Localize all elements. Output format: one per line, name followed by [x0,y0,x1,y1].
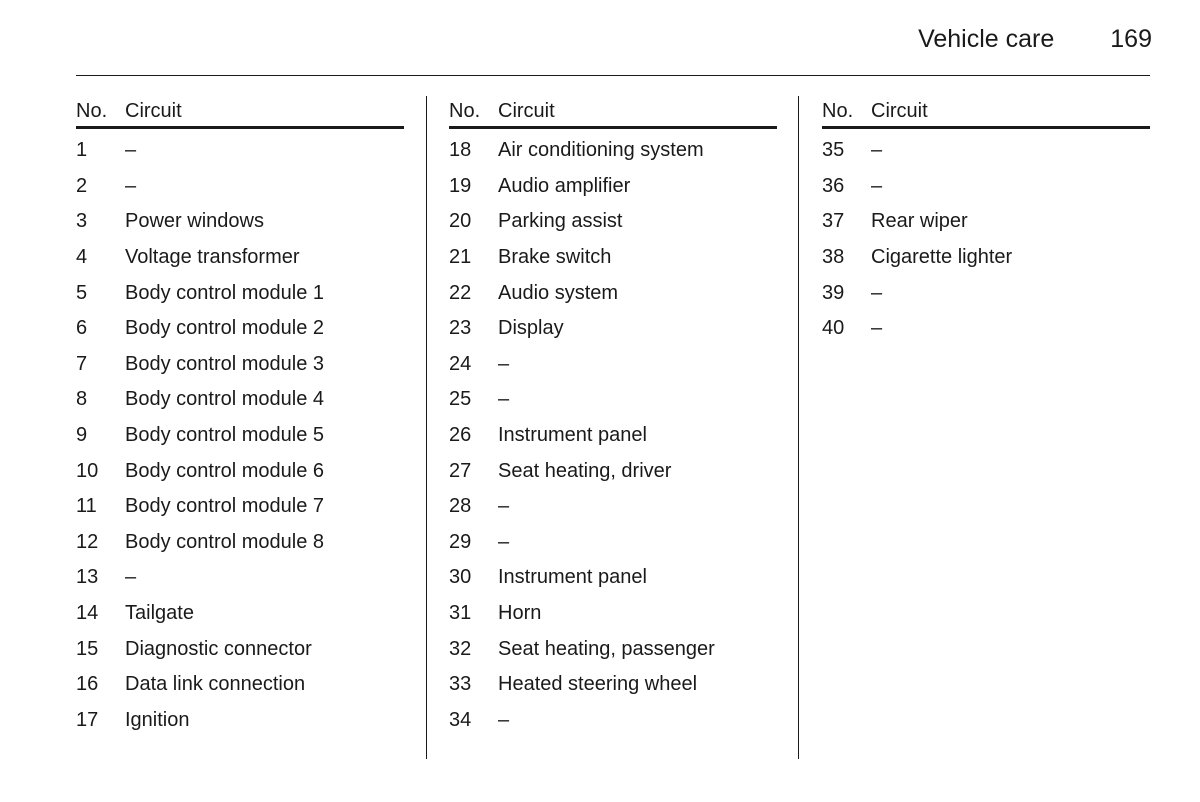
fuse-number: 31 [449,602,472,625]
circuit-name: Power windows [125,210,264,233]
table-row [76,631,404,667]
table-row [449,169,777,205]
fuse-number: 17 [76,708,99,731]
fuse-number: 12 [76,530,99,553]
table-row [449,631,777,667]
circuit-name: Body control module 2 [125,317,325,340]
fuse-number: 29 [449,530,472,553]
table-header [76,96,404,129]
circuit-name: Body control module 3 [125,352,325,375]
circuit-name: Audio system [498,281,619,304]
table-row [76,667,404,703]
table-row [76,382,404,418]
table-row [822,311,1150,347]
circuit-name: Instrument panel [498,566,647,589]
fuse-number: 25 [449,388,472,411]
circuit-name: Parking assist [498,210,623,233]
fuse-number: 28 [449,495,472,518]
fuse-number: 2 [76,174,88,197]
circuit-name: – [498,530,510,553]
fuse-number: 24 [449,352,472,375]
header-divider [76,75,1150,76]
fuse-number: 7 [76,352,88,375]
table-row [76,204,404,240]
column-divider [426,96,427,759]
circuit-name: Body control module 5 [125,424,325,447]
circuit-column-header: Circuit [125,99,182,122]
fuse-number: 1 [76,139,88,162]
table-row [449,667,777,703]
circuit-name: Ignition [125,708,190,731]
circuit-column-header: Circuit [498,99,555,122]
circuit-name: – [871,317,883,340]
table-row [822,204,1150,240]
table-row [822,275,1150,311]
circuit-name: Data link connection [125,673,306,696]
page-header [918,24,1152,54]
fuse-number: 8 [76,388,88,411]
circuit-name: Seat heating, passenger [498,637,715,660]
table-row [76,489,404,525]
fuse-number: 10 [76,459,99,482]
circuit-name: Instrument panel [498,424,647,447]
circuit-name: Diagnostic connector [125,637,312,660]
table-body [449,133,777,738]
circuit-name: Tailgate [125,602,194,625]
table-row [76,525,404,561]
table-row [76,240,404,276]
table-row [449,240,777,276]
circuit-name: Voltage transformer [125,246,300,269]
table-row [449,347,777,383]
fuse-number: 18 [449,139,472,162]
circuit-name: Body control module 1 [125,281,325,304]
fuse-number: 4 [76,246,88,269]
table-header [822,96,1150,129]
table-body [76,133,404,738]
circuit-name: – [125,566,137,589]
fuse-number: 30 [449,566,472,589]
table-row [822,133,1150,169]
circuit-name: Cigarette lighter [871,246,1013,269]
circuit-name: – [871,139,883,162]
table-row [76,311,404,347]
column-divider [798,96,799,759]
fuse-number: 34 [449,708,472,731]
fuse-number: 3 [76,210,88,233]
circuit-name: Body control module 6 [125,459,325,482]
circuit-name: – [498,495,510,518]
circuit-name: Heated steering wheel [498,673,698,696]
fuse-number: 16 [76,673,99,696]
fuse-number: 27 [449,459,472,482]
table-row [449,382,777,418]
table-row [449,311,777,347]
fuse-table-column-1 [76,96,404,738]
fuse-number: 23 [449,317,472,340]
table-row [449,453,777,489]
circuit-name: Seat heating, driver [498,459,672,482]
circuit-name: – [498,352,510,375]
fuse-number: 35 [822,139,845,162]
fuse-number: 26 [449,424,472,447]
fuse-number: 39 [822,281,845,304]
circuit-name: Display [498,317,564,340]
table-row [76,133,404,169]
table-row [449,133,777,169]
table-row [76,418,404,454]
table-row [76,453,404,489]
table-row [76,169,404,205]
section-title: Vehicle care [918,25,1055,53]
circuit-name: – [498,388,510,411]
table-row [449,418,777,454]
circuit-name: – [498,708,510,731]
fuse-number: 40 [822,317,845,340]
table-row [76,596,404,632]
fuse-number: 22 [449,281,472,304]
circuit-name: Audio amplifier [498,174,631,197]
circuit-name: – [871,174,883,197]
no-column-header: No. [449,99,481,122]
no-column-header: No. [76,99,108,122]
table-row [822,240,1150,276]
table-row [449,596,777,632]
fuse-number: 20 [449,210,472,233]
fuse-number: 13 [76,566,99,589]
table-row [76,560,404,596]
fuse-table-column-3 [822,96,1150,347]
fuse-number: 11 [76,495,97,518]
fuse-table-column-2 [449,96,777,738]
circuit-name: – [871,281,883,304]
table-header [449,96,777,129]
fuse-number: 15 [76,637,99,660]
table-row [76,275,404,311]
table-row [449,275,777,311]
circuit-name: Rear wiper [871,210,968,233]
table-row [449,489,777,525]
fuse-number: 32 [449,637,472,660]
circuit-column-header: Circuit [871,99,928,122]
fuse-number: 33 [449,673,472,696]
table-row [449,525,777,561]
table-row [76,347,404,383]
page-number: 169 [1110,25,1152,53]
fuse-number: 21 [449,246,472,269]
fuse-number: 6 [76,317,88,340]
circuit-name: Brake switch [498,246,612,269]
circuit-name: Horn [498,602,542,625]
fuse-number: 37 [822,210,845,233]
circuit-name: – [125,174,137,197]
circuit-name: Body control module 8 [125,530,325,553]
circuit-name: Air conditioning system [498,139,704,162]
circuit-name: Body control module 4 [125,388,325,411]
fuse-number: 5 [76,281,88,304]
fuse-number: 14 [76,602,99,625]
table-row [449,703,777,739]
fuse-number: 36 [822,174,845,197]
circuit-name: – [125,139,137,162]
table-row [449,204,777,240]
no-column-header: No. [822,99,854,122]
table-row [822,169,1150,205]
fuse-number: 38 [822,246,845,269]
table-body [822,133,1150,347]
fuse-number: 19 [449,174,472,197]
fuse-number: 9 [76,424,88,447]
table-row [76,703,404,739]
circuit-name: Body control module 7 [125,495,325,518]
table-row [449,560,777,596]
